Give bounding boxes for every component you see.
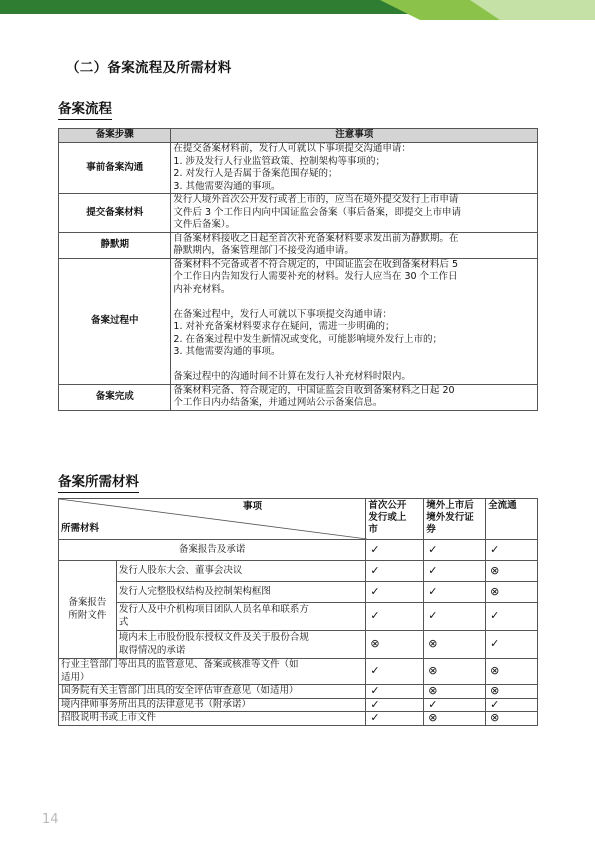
note-line: 在备案过程中，发行人可就以下事项提交沟通申请：: [173, 308, 392, 320]
material-row: [59, 698, 538, 712]
material-label-line: 取得情况的承诺: [118, 644, 186, 656]
material-label: [116, 631, 366, 659]
col-header-follow-on: [424, 499, 486, 540]
note-line: 1. 对补充备案材料要求存在疑问，需进一步明确的；: [173, 321, 395, 332]
corner-label-items: 事项: [243, 501, 263, 512]
material-label: [116, 582, 366, 603]
status-mark: ✓: [486, 603, 538, 631]
status-mark: ⊗: [486, 712, 538, 726]
note-line: [173, 359, 535, 372]
status-mark: ✓: [366, 659, 424, 685]
material-label: [59, 698, 366, 712]
status-mark: ✓: [486, 698, 538, 712]
note-line: 个工作日内告知发行人需要补充的材料。发行人应当在 30 个工作日: [173, 271, 458, 282]
material-label: [59, 659, 366, 685]
note-line: 1. 涉及发行人行业监管政策、控制架构等事项的；: [173, 155, 386, 167]
status-mark: ✓: [366, 685, 424, 699]
note-line: 3. 其他需要沟通的事项。: [173, 180, 281, 192]
status-mark: ✓: [366, 712, 424, 726]
col-header-line: 境外发行证: [426, 512, 474, 523]
material-row: [59, 561, 538, 582]
col-header-line: 首次公开: [368, 500, 407, 511]
material-label-line: 发行人及中介机构项目团队人员名单和联系方: [118, 604, 309, 615]
status-mark: ✓: [366, 698, 424, 712]
note-line: 文件后备案）。: [173, 219, 236, 230]
material-label-line: 适用）: [61, 671, 90, 683]
status-mark: ✓: [366, 540, 424, 561]
note-line: 备案过程中的沟通时间不计算在发行人补充材料时限内。: [173, 371, 411, 382]
status-mark: ⊗: [486, 659, 538, 685]
flow-header-note: 注意事项: [171, 129, 538, 143]
top-decoration-bar: [0, 0, 595, 20]
status-mark: ✓: [366, 561, 424, 582]
flow-step-notes: [171, 232, 538, 258]
material-row: [59, 685, 538, 699]
col-header-line: 券: [426, 524, 436, 535]
col-header-line: 发行或上: [368, 512, 407, 523]
status-mark: ⊗: [424, 685, 486, 699]
note-line: 3. 其他需要沟通的事项。: [173, 346, 281, 357]
flow-step-label: 静默期: [59, 232, 171, 258]
material-row: [59, 712, 538, 726]
note-line: 个工作日内办结备案，并通过网站公示备案信息。: [173, 397, 383, 408]
page-number: 14: [42, 812, 59, 827]
material-row: [59, 603, 538, 631]
material-label-line: 行业主管部门等出具的监管意见、备案或核准等文件（如: [61, 659, 299, 670]
status-mark: ⊗: [486, 582, 538, 603]
flow-step-notes: [171, 384, 538, 410]
diagonal-divider: [59, 499, 367, 539]
note-line: 文件后 3 个工作日内向中国证监会备案（事后备案，即提交上市申请: [173, 206, 462, 218]
note-line: 内补充材料。: [173, 283, 231, 295]
status-mark: ✓: [424, 582, 486, 603]
flow-step-notes: [171, 194, 538, 233]
material-row: [59, 540, 538, 561]
material-label-line: 境内未上市股份股东授权文件及关于股份合规: [118, 632, 309, 643]
material-label-line: 国务院有关主管部门出具的安全评估审查意见（如适用）: [61, 685, 299, 696]
status-mark: ✓: [366, 582, 424, 603]
status-mark: ⊗: [366, 631, 424, 659]
green-banner-graphic: [0, 0, 595, 20]
group-label-line: 备案报告: [68, 597, 107, 608]
flow-row: [59, 194, 538, 233]
material-label-line: 发行人完整股权结构及控制架构框图: [118, 585, 271, 597]
material-row: [59, 582, 538, 603]
flow-step-label: 备案过程中: [59, 258, 171, 384]
attachment-group-label: [59, 561, 117, 659]
status-mark: ✓: [424, 603, 486, 631]
materials-corner-cell: [59, 499, 366, 540]
flow-step-notes: [171, 258, 538, 384]
note-line: 2. 对发行人是否属于备案范围存疑的；: [173, 168, 338, 179]
col-header-line: 全流通: [488, 500, 517, 511]
flow-step-label: 事前备案沟通: [59, 143, 171, 194]
note-line: 备案材料完备、符合规定的，中国证监会自收到备案材料之日起 20: [173, 384, 455, 396]
flow-subtitle: 备案流程: [58, 97, 112, 120]
col-header-line: 境外上市后: [426, 500, 474, 511]
material-row: [59, 659, 538, 685]
material-label: [116, 603, 366, 631]
section-title: （二）备案流程及所需材料: [66, 60, 232, 76]
materials-header-row: [59, 499, 538, 540]
note-line: 在提交备案材料前，发行人可就以下事项提交沟通申请：: [173, 143, 411, 154]
material-label: [59, 712, 366, 726]
required-materials-table: [58, 498, 538, 726]
filing-flow-table: [58, 128, 538, 411]
flow-step-label: 备案完成: [59, 384, 171, 410]
group-label-line: 所附文件: [68, 609, 107, 621]
material-label-line: 式: [118, 616, 129, 628]
flow-row: [59, 258, 538, 384]
note-line: [173, 296, 535, 309]
material-label-line: 境内律师事务所出具的法律意见书（附承诺）: [61, 698, 252, 710]
flow-step-notes: [171, 143, 538, 194]
material-label-line: 招股说明书或上市文件: [61, 712, 157, 723]
flow-row: [59, 232, 538, 258]
note-line: 自备案材料接收之日起至首次补充备案材料要求发出前为静默期。在: [173, 232, 459, 244]
status-mark: ⊗: [424, 712, 486, 726]
status-mark: ⊗: [486, 561, 538, 582]
materials-subtitle: 备案所需材料: [58, 470, 139, 493]
status-mark: ✓: [424, 561, 486, 582]
flow-row: [59, 384, 538, 410]
flow-row: [59, 143, 538, 194]
material-label: [59, 685, 366, 699]
material-label: [116, 561, 366, 582]
material-label: 备案报告及承诺: [59, 540, 366, 561]
status-mark: ✓: [424, 540, 486, 561]
material-label-line: 发行人股东大会、董事会决议: [118, 564, 243, 576]
col-header-line: 市: [368, 524, 378, 535]
status-mark: ⊗: [486, 685, 538, 699]
flow-header-row: [59, 129, 538, 143]
note-line: 静默期内，备案管理部门不接受沟通申请。: [173, 245, 354, 256]
note-line: 发行人境外首次公开发行或者上市的，应当在境外提交发行上市申请: [173, 194, 459, 205]
status-mark: ✓: [486, 631, 538, 659]
note-line: 2. 在备案过程中发生新情况或变化，可能影响境外发行上市的；: [173, 333, 443, 345]
status-mark: ⊗: [424, 631, 486, 659]
status-mark: ✓: [366, 603, 424, 631]
status-mark: ✓: [424, 698, 486, 712]
status-mark: ✓: [486, 540, 538, 561]
flow-header-step: 备案步骤: [59, 129, 171, 143]
status-mark: ⊗: [424, 659, 486, 685]
flow-step-label: 提交备案材料: [59, 194, 171, 233]
col-header-full-circulation: [486, 499, 538, 540]
note-line: 备案材料不完备或者不符合规定的，中国证监会在收到备案材料后 5: [173, 258, 458, 270]
col-header-ipo: [366, 499, 424, 540]
material-row: [59, 631, 538, 659]
corner-label-materials: 所需材料: [61, 523, 100, 534]
